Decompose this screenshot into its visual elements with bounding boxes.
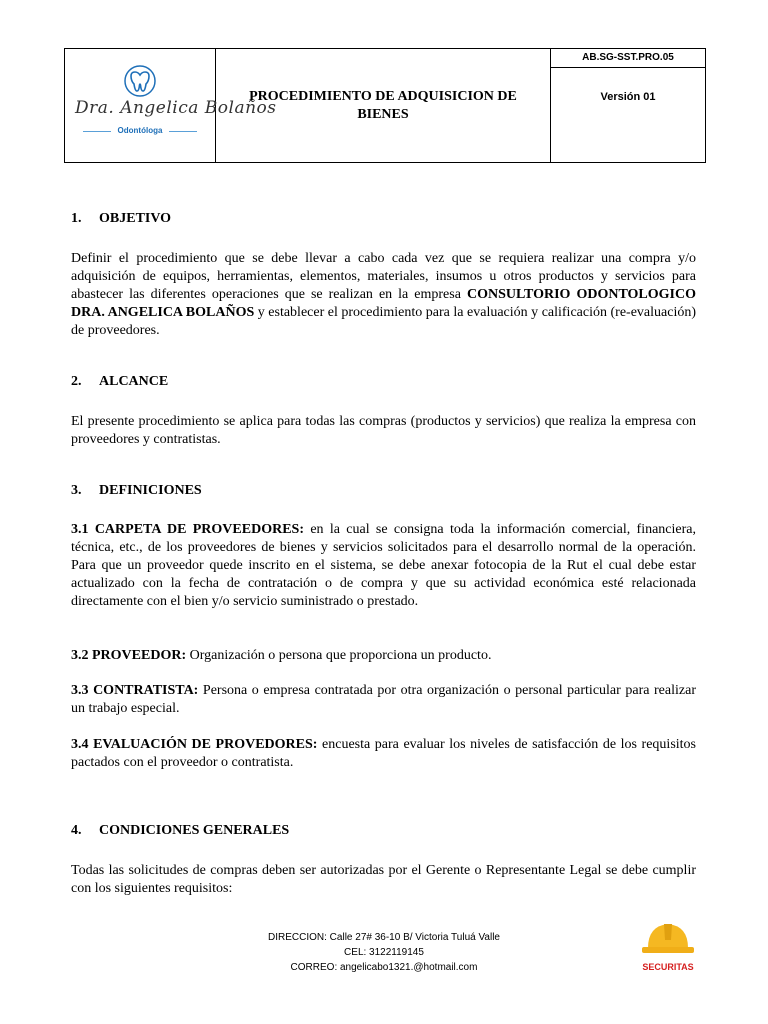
section-title: DEFINICIONES bbox=[99, 483, 202, 498]
section-4-paragraph: Todas las solicitudes de compras deben ser autorizadas por el Gerente o Representante Legal se debe cumplir con los siguientes requisitos: bbox=[71, 863, 696, 896]
section-title: CONDICIONES GENERALES bbox=[99, 823, 290, 838]
section-number: 3. bbox=[71, 483, 82, 498]
definition-text: encuesta para evaluar los niveles de satisfacción de los requisitos pactados con el proveedor o contratista. bbox=[71, 737, 696, 770]
badge-label: SECURITAS bbox=[642, 962, 694, 972]
footer-phone: CEL: 3122119145 bbox=[344, 947, 424, 958]
code-cell bbox=[551, 49, 706, 163]
title-line-1: PROCEDIMIENTO DE ADQUISICION DE bbox=[249, 88, 517, 104]
paragraph-text-end: y establecer el procedimiento para la evaluación y calificación (re-evaluación) de proveedores. bbox=[71, 305, 696, 338]
definition-3-2 bbox=[71, 647, 696, 665]
definition-3-3 bbox=[71, 682, 696, 718]
hard-hat-icon bbox=[636, 918, 700, 962]
section-1-paragraph bbox=[71, 250, 696, 340]
section-title: ALCANCE bbox=[99, 374, 169, 389]
footer-address: DIRECCION: Calle 27# 36-10 B/ Victoria Tuluá Valle bbox=[268, 932, 500, 943]
section-number: 4. bbox=[71, 823, 82, 838]
document-code: AB.SG-SST.PRO.05 bbox=[551, 49, 705, 68]
section-2-heading bbox=[71, 374, 168, 390]
definition-text: Organización o persona que proporciona un producto. bbox=[186, 648, 492, 663]
company-name: CONSULTORIO ODONTOLOGICO DRA. ANGELICA BOLAÑOS bbox=[71, 287, 696, 320]
definition-text: en la cual se consigna toda la información comercial, financiera, técnica, etc., de los proveedores de bienes y servicios solicitados para el desarrollo normal de la operación. Para que un proveedor quede inscrito en el sistema, se debe anexar fotocopia de la Rut el cual debe estar actualizado con la fecha de contratación o de compra y que su actividad económica esté relacionada directamente con el bien y/o servicio suministrado o prestado. bbox=[71, 522, 696, 609]
page-footer bbox=[232, 930, 536, 975]
section-4-heading bbox=[71, 823, 289, 839]
section-2-paragraph: El presente procedimiento se aplica para todas las compras (productos y servicios) que realiza la empresa con proveedores y contratistas. bbox=[71, 414, 696, 447]
section-title: OBJETIVO bbox=[99, 211, 172, 226]
clinic-logo bbox=[65, 50, 277, 162]
logo-script-name: Dra. Angelica Bolaños bbox=[75, 97, 277, 118]
version-label: Versión 01 bbox=[600, 91, 656, 103]
logo-rule-right bbox=[169, 131, 197, 132]
logo-subtitle: Odontóloga bbox=[117, 125, 163, 135]
definition-3-1 bbox=[71, 521, 696, 611]
definition-term: 3.1 CARPETA DE PROVEEDORES: bbox=[71, 522, 304, 537]
definition-term: 3.3 CONTRATISTA: bbox=[71, 683, 199, 698]
definition-3-4 bbox=[71, 736, 696, 772]
definition-text: Persona o empresa contratada por otra organización o personal particular para realizar un trabajo especial. bbox=[71, 683, 696, 716]
document-header bbox=[64, 48, 706, 163]
section-number: 2. bbox=[71, 374, 82, 389]
document-version bbox=[551, 68, 705, 162]
section-3-heading bbox=[71, 483, 202, 499]
securitas-badge bbox=[636, 918, 700, 980]
section-1-heading bbox=[71, 211, 171, 227]
title-line-2: BIENES bbox=[357, 106, 409, 122]
footer-email: CORREO: angelicabo1321.@hotmail.com bbox=[290, 962, 478, 973]
paragraph-text: Definir el procedimiento que se debe llevar a cabo cada vez que se requiera realizar una compra y/o adquisición de equipos, herramientas, elementos, materiales, insumos u otros productos y servicios para abastecer las diferentes operaciones que se realizan en la empresa bbox=[71, 251, 696, 302]
definition-term: 3.4 EVALUACIÓN DE PROVEDORES: bbox=[71, 737, 318, 752]
definition-term: 3.2 PROVEEDOR: bbox=[71, 648, 187, 663]
tooth-icon bbox=[120, 64, 160, 100]
section-number: 1. bbox=[71, 211, 82, 226]
logo-cell bbox=[65, 49, 277, 163]
